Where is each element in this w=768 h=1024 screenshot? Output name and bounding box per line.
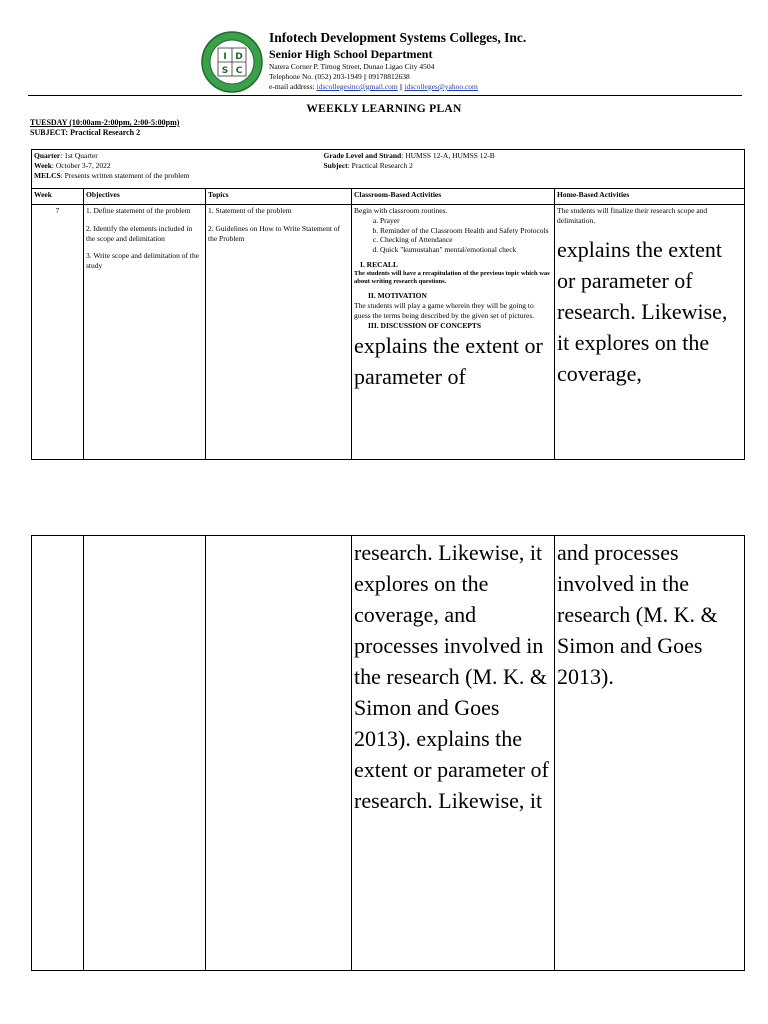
learning-plan-table [31, 149, 745, 460]
school-logo [201, 31, 263, 93]
department-name: Senior High School Department [269, 47, 433, 62]
motivation-text: The students will play a game wherein they will be going to guess the terms being described by the given set of pictures. [354, 301, 535, 320]
school-address: Natera Corner P. Timog Street, Dunao Ligao City 4504 [269, 61, 435, 71]
schedule-day-time: TUESDAY (10:00am-2:00pm, 2:00-5:00pm) [30, 118, 180, 127]
table-row [32, 205, 745, 460]
topics-cell: 1. Statement of the problem 2. Guidelines on How to Write Statement of the Problem [206, 205, 352, 460]
continuation-table [31, 535, 745, 971]
document-title: WEEKLY LEARNING PLAN [306, 103, 462, 115]
school-email: e-mail address: idscollegesinc@gmail.com || idscolleges@yahoo.com [269, 81, 478, 91]
svg-text:D: D [235, 52, 243, 62]
svg-text:C: C [235, 66, 243, 76]
home-cell: The students will finalize their research scope and delimitation. explains the extent or parameter of research. Likewise, it explores on the coverage, [555, 205, 745, 460]
col-header-objectives: Objectives [84, 189, 206, 205]
school-name: Infotech Development Systems Colleges, Inc. [269, 30, 527, 45]
email-link-1[interactable]: idscollegesinc@gmail.com [316, 81, 398, 91]
email-link-2[interactable]: idscolleges@yahoo.com [404, 81, 478, 91]
classroom-big-text: explains the extent or parameter of [354, 333, 543, 390]
cont-objectives-cell [84, 536, 206, 971]
col-header-classroom: Classroom-Based Activities [352, 189, 555, 205]
info-right: Grade Level and Strand: HUMSS 12-A, HUMSS 12-B Subject: Practical Research 2 [352, 150, 745, 189]
home-big-text: explains the extent or parameter of research. Likewise, it explores on the coverage, [557, 236, 728, 386]
recall-title: I. RECALL [360, 259, 398, 269]
cont-topics-cell [206, 536, 352, 971]
cont-classroom-cell: research. Likewise, it explores on the coverage, and processes involved in the research (M. K. & Simon and Goes 2013). explains the extent or parameter of research. Likewise, it [352, 536, 555, 971]
cont-home-cell: and processes involved in the research (M. K. & Simon and Goes 2013). [555, 536, 745, 971]
routine-list: a. Prayer b. Reminder of the Classroom Health and Safety Protocols c. Checking of Attendance d. Quick "kumustahan" mental/emotional check [354, 216, 552, 255]
classroom-cell: Begin with classroom routines. a. Prayer b. Reminder of the Classroom Health and Safety Protocols c. Checking of Attendance d. Quick "kumustahan" mental/emotional check I. RECALL The students will have a recapitulation of the previous topic which was about writing research questions. II. MOTIVATION The students will play a game wherein they will be going to guess the terms being described by the given set of pictures. III. DISCUSSION OF CONCEPTS explains the extent or parameter of [352, 205, 555, 460]
header-divider [28, 95, 742, 96]
cont-week-cell [32, 536, 84, 971]
schedule-subject: SUBJECT: Practical Research 2 [30, 127, 141, 137]
col-header-home: Home-Based Activities [555, 189, 745, 205]
svg-text:S: S [221, 66, 229, 76]
school-telephone: Telephone No. (052) 203-1949 || 09178812638 [269, 71, 410, 81]
svg-text:I: I [223, 52, 227, 62]
recall-text: The students will have a recapitulation of the previous topic which was about writing research questions. [354, 269, 550, 285]
discussion-title: III. DISCUSSION OF CONCEPTS [368, 320, 482, 330]
col-header-topics: Topics [206, 189, 352, 205]
table-row [32, 536, 745, 971]
week-cell: 7 [32, 205, 84, 460]
motivation-title: II. MOTIVATION [368, 291, 427, 301]
info-row [32, 150, 745, 189]
column-header-row [32, 189, 745, 205]
objectives-cell: 1. Define statement of the problem 2. Identify the elements included in the scope and delimitation 3. Write scope and delimitation of the study [84, 205, 206, 460]
schedule-block [30, 118, 179, 137]
school-header [269, 30, 526, 92]
info-left: Quarter: 1st Quarter Week: October 3-7, 2022 MELCS: Presents written statement of the problem [32, 150, 352, 189]
col-header-week: Week [32, 189, 84, 205]
